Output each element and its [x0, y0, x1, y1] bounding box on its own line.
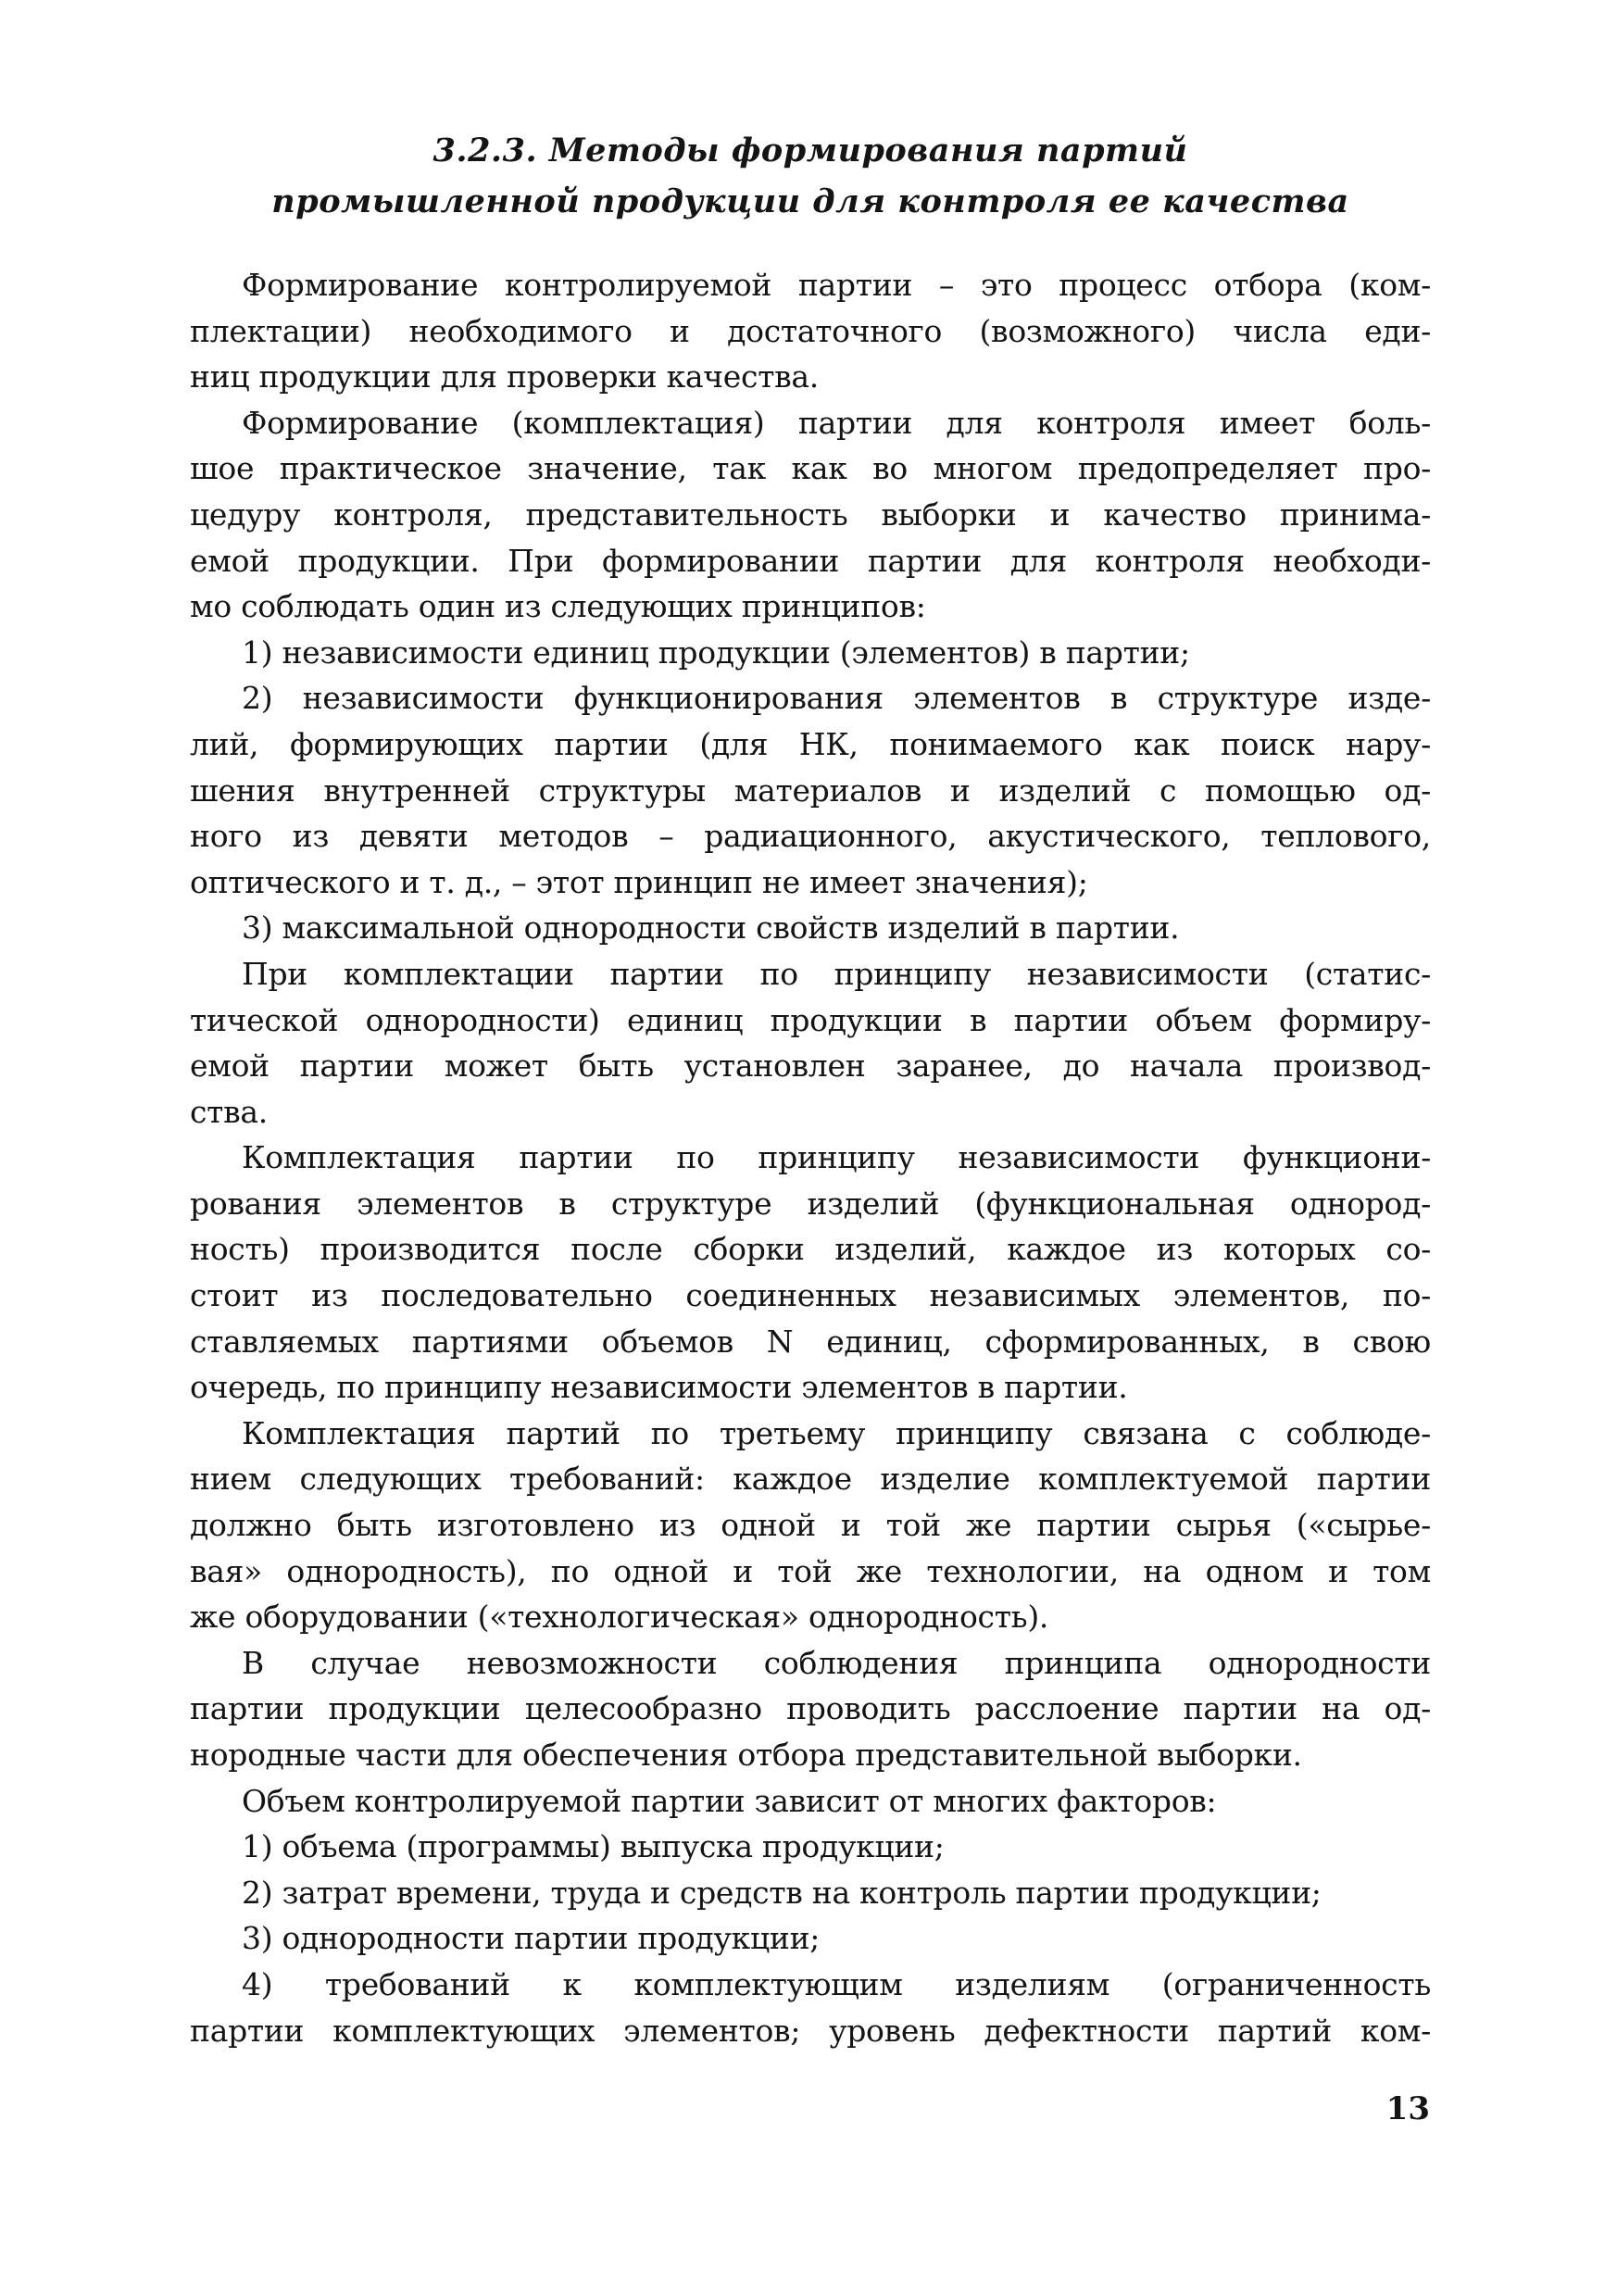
section-heading: [190, 125, 1431, 227]
paragraph: [190, 1778, 1431, 1825]
text-line: стоит из последовательно соединенных независимых элементов, по-: [190, 1277, 1431, 1314]
paragraph: [190, 1870, 1431, 1916]
text-line: Объем контролируемой партии зависит от многих факторов:: [242, 1782, 1217, 1819]
text-line: 1) объема (программы) выпуска продукции;: [242, 1828, 945, 1865]
paragraph: [190, 905, 1431, 951]
paragraph: [190, 1962, 1431, 2053]
text-line: В случае невозможности соблюдения принципа однородности: [242, 1644, 1431, 1681]
text-line: 3) максимальной однородности свойств изделий в партии.: [242, 910, 1180, 947]
text-line: рования элементов в структуре изделий (функциональная однород-: [190, 1185, 1431, 1222]
text-line: 4) требований к комплектующим изделиям (ограниченность: [242, 1965, 1431, 2002]
text-line: партии продукции целесообразно проводить расслоение партии на од-: [190, 1690, 1431, 1727]
text-line: ниц продукции для проверки качества.: [190, 358, 819, 395]
paragraph: [190, 675, 1431, 905]
paragraph: [190, 1411, 1431, 1640]
text-line: ставляемых партиями объемов N единиц, сформированных, в свою: [190, 1323, 1431, 1360]
text-line: лий, формирующих партии (для НК, понимаемого как поиск нару-: [190, 725, 1431, 762]
text-line: нием следующих требований: каждое изделие комплектуемой партии: [190, 1461, 1431, 1498]
page-number: 13: [1385, 2090, 1430, 2127]
text-line: ства.: [190, 1093, 268, 1130]
text-line: шое практическое значение, так как во многом предопределяет про-: [190, 450, 1431, 487]
text-line: 3) однородности партии продукции;: [242, 1920, 821, 1957]
body-text: [190, 262, 1431, 2053]
text-line: тической однородности) единиц продукции в партии объем формиру-: [190, 1001, 1431, 1038]
paragraph: [190, 262, 1431, 400]
text-line: очередь, по принципу независимости элементов в партии.: [190, 1369, 1128, 1406]
text-line: плектации) необходимого и достаточного (возможного) числа еди-: [190, 312, 1431, 349]
section-heading-line: промышленной продукции для контроля ее качества: [271, 182, 1349, 220]
text-line: партии комплектующих элементов; уровень дефектности партий ком-: [190, 2012, 1431, 2049]
text-line: же оборудовании («технологическая» однородность).: [190, 1599, 1049, 1636]
paragraph: [190, 951, 1431, 1135]
paragraph: [190, 1135, 1431, 1411]
text-line: цедуру контроля, представительность выборки и качество принима-: [190, 496, 1431, 533]
text-line: 2) затрат времени, труда и средств на контроль партии продукции;: [242, 1874, 1322, 1911]
text-line: ность) производится после сборки изделий, каждое из которых со-: [190, 1231, 1431, 1268]
text-line: шения внутренней структуры материалов и изделий с помощью од-: [190, 772, 1431, 809]
text-line: 1) независимости единиц продукции (элементов) в партии;: [242, 634, 1190, 671]
text-line: 2) независимости функционирования элементов в структуре изде-: [242, 680, 1431, 717]
text-line: Формирование (комплектация) партии для контроля имеет боль-: [242, 404, 1431, 441]
text-line: Формирование контролируемой партии – это процесс отбора (ком-: [242, 267, 1431, 303]
paragraph: [190, 630, 1431, 676]
paragraph: [190, 1640, 1431, 1778]
text-line: мо соблюдать один из следующих принципов:: [190, 588, 926, 625]
text-line: емой партии может быть установлен заранее, до начала производ-: [190, 1048, 1431, 1085]
paragraph: [190, 400, 1431, 630]
text-line: ного из девяти методов – радиационного, акустического, теплового,: [190, 818, 1431, 855]
text-line: должно быть изготовлено из одной и той же партии сырья («сырье-: [190, 1507, 1431, 1544]
text-line: нородные части для обеспечения отбора представительной выборки.: [190, 1737, 1302, 1773]
paragraph: [190, 1915, 1431, 1962]
text-line: При комплектации партии по принципу независимости (статис-: [242, 955, 1431, 992]
text-line: Комплектация партий по третьему принципу связана с соблюде-: [242, 1414, 1431, 1451]
text-line: оптического и т. д., – этот принцип не имеет значения);: [190, 863, 1088, 900]
text-line: вая» однородность), по одной и той же технологии, на одном и том: [190, 1552, 1431, 1589]
paragraph: [190, 1824, 1431, 1870]
text-line: Комплектация партии по принципу независимости функциони-: [242, 1139, 1431, 1176]
text-line: емой продукции. При формировании партии для контроля необходи-: [190, 542, 1431, 579]
section-heading-line: 3.2.3. Методы формирования партий: [432, 132, 1188, 169]
